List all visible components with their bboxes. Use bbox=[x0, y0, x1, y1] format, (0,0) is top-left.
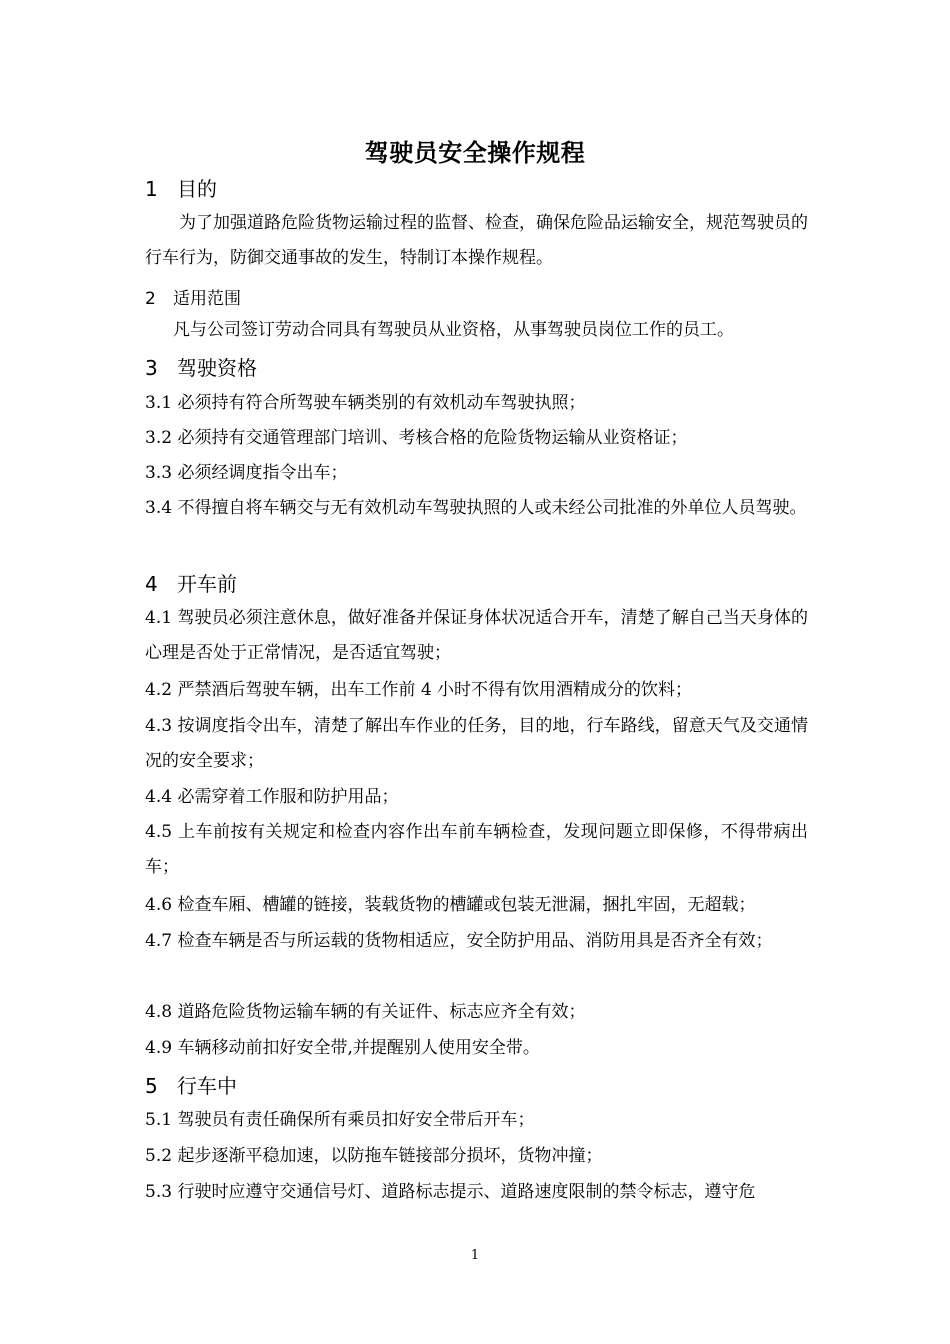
clause-4-6: 4.6 检查车厢、槽罐的链接，装载货物的槽罐或包装无泄漏，捆扎牢固，无超载； bbox=[145, 895, 756, 915]
section-heading-3 bbox=[145, 352, 257, 381]
clause-5-3: 5.3 行驶时应遵守交通信号灯、道路标志提示、道路速度限制的禁令标志，遵守危 bbox=[145, 1182, 756, 1202]
section-title: 适用范围 bbox=[173, 289, 241, 309]
clause-4-1: 4.1 驾驶员必须注意休息，做好准备并保证身体状况适合开车，清楚了解自己当天身体的心理是否处于正常情况，是否适宜驾驶； bbox=[145, 608, 808, 663]
clause-3-2: 3.2 必须持有交通管理部门培训、考核合格的危险货物运输从业资格证； bbox=[145, 428, 688, 448]
clause-4-3: 4.3 按调度指令出车，清楚了解出车作业的任务，目的地，行车路线，留意天气及交通情况的安全要求； bbox=[145, 716, 808, 771]
section-number: 1 bbox=[145, 177, 158, 201]
section-number: 5 bbox=[145, 1074, 158, 1098]
section-heading-2 bbox=[145, 284, 241, 309]
section-number: 3 bbox=[145, 356, 158, 380]
clause-5-1: 5.1 驾驶员有责任确保所有乘员扣好安全带后开车； bbox=[145, 1110, 535, 1130]
section-1-paragraph: 为了加强道路危险货物运输过程的监督、检查，确保危险品运输安全，规范驾驶员的行车行为，防御交通事故的发生，特制订本操作规程。 bbox=[145, 213, 808, 268]
clause-4-5: 4.5 上车前按有关规定和检查内容作出车前车辆检查，发现问题立即保修，不得带病出车； bbox=[145, 822, 808, 877]
section-heading-4 bbox=[145, 568, 237, 597]
section-title: 行车中 bbox=[177, 1074, 237, 1098]
section-title: 目的 bbox=[177, 177, 217, 201]
clause-4-4: 4.4 必需穿着工作服和防护用品； bbox=[145, 787, 399, 807]
page-number: 1 bbox=[470, 1248, 480, 1263]
section-2-paragraph: 凡与公司签订劳动合同具有驾驶员从业资格，从事驾驶员岗位工作的员工。 bbox=[173, 320, 734, 340]
clause-4-9: 4.9 车辆移动前扣好安全带,并提醒别人使用安全带。 bbox=[145, 1038, 540, 1058]
clause-4-8: 4.8 道路危险货物运输车辆的有关证件、标志应齐全有效； bbox=[145, 1002, 586, 1022]
clause-4-2: 4.2 严禁酒后驾驶车辆，出车工作前 4 小时不得有饮用酒精成分的饮料； bbox=[145, 680, 693, 700]
document-title: 驾驶员安全操作规程 bbox=[364, 138, 586, 167]
section-title: 开车前 bbox=[177, 572, 237, 596]
section-heading-5 bbox=[145, 1070, 237, 1099]
section-number: 4 bbox=[145, 572, 158, 596]
clause-3-1: 3.1 必须持有符合所驾驶车辆类别的有效机动车驾驶执照； bbox=[145, 393, 586, 413]
section-title: 驾驶资格 bbox=[177, 356, 257, 380]
clause-5-2: 5.2 起步逐渐平稳加速，以防拖车链接部分损坏，货物冲撞； bbox=[145, 1146, 603, 1166]
clause-4-7: 4.7 检查车辆是否与所运载的货物相适应，安全防护用品、消防用具是否齐全有效； bbox=[145, 931, 773, 951]
clause-3-4: 3.4 不得擅自将车辆交与无有效机动车驾驶执照的人或未经公司批准的外单位人员驾驶。 bbox=[145, 498, 807, 518]
section-heading-1 bbox=[145, 173, 217, 202]
section-number: 2 bbox=[145, 289, 156, 309]
clause-3-3: 3.3 必须经调度指令出车； bbox=[145, 463, 348, 483]
